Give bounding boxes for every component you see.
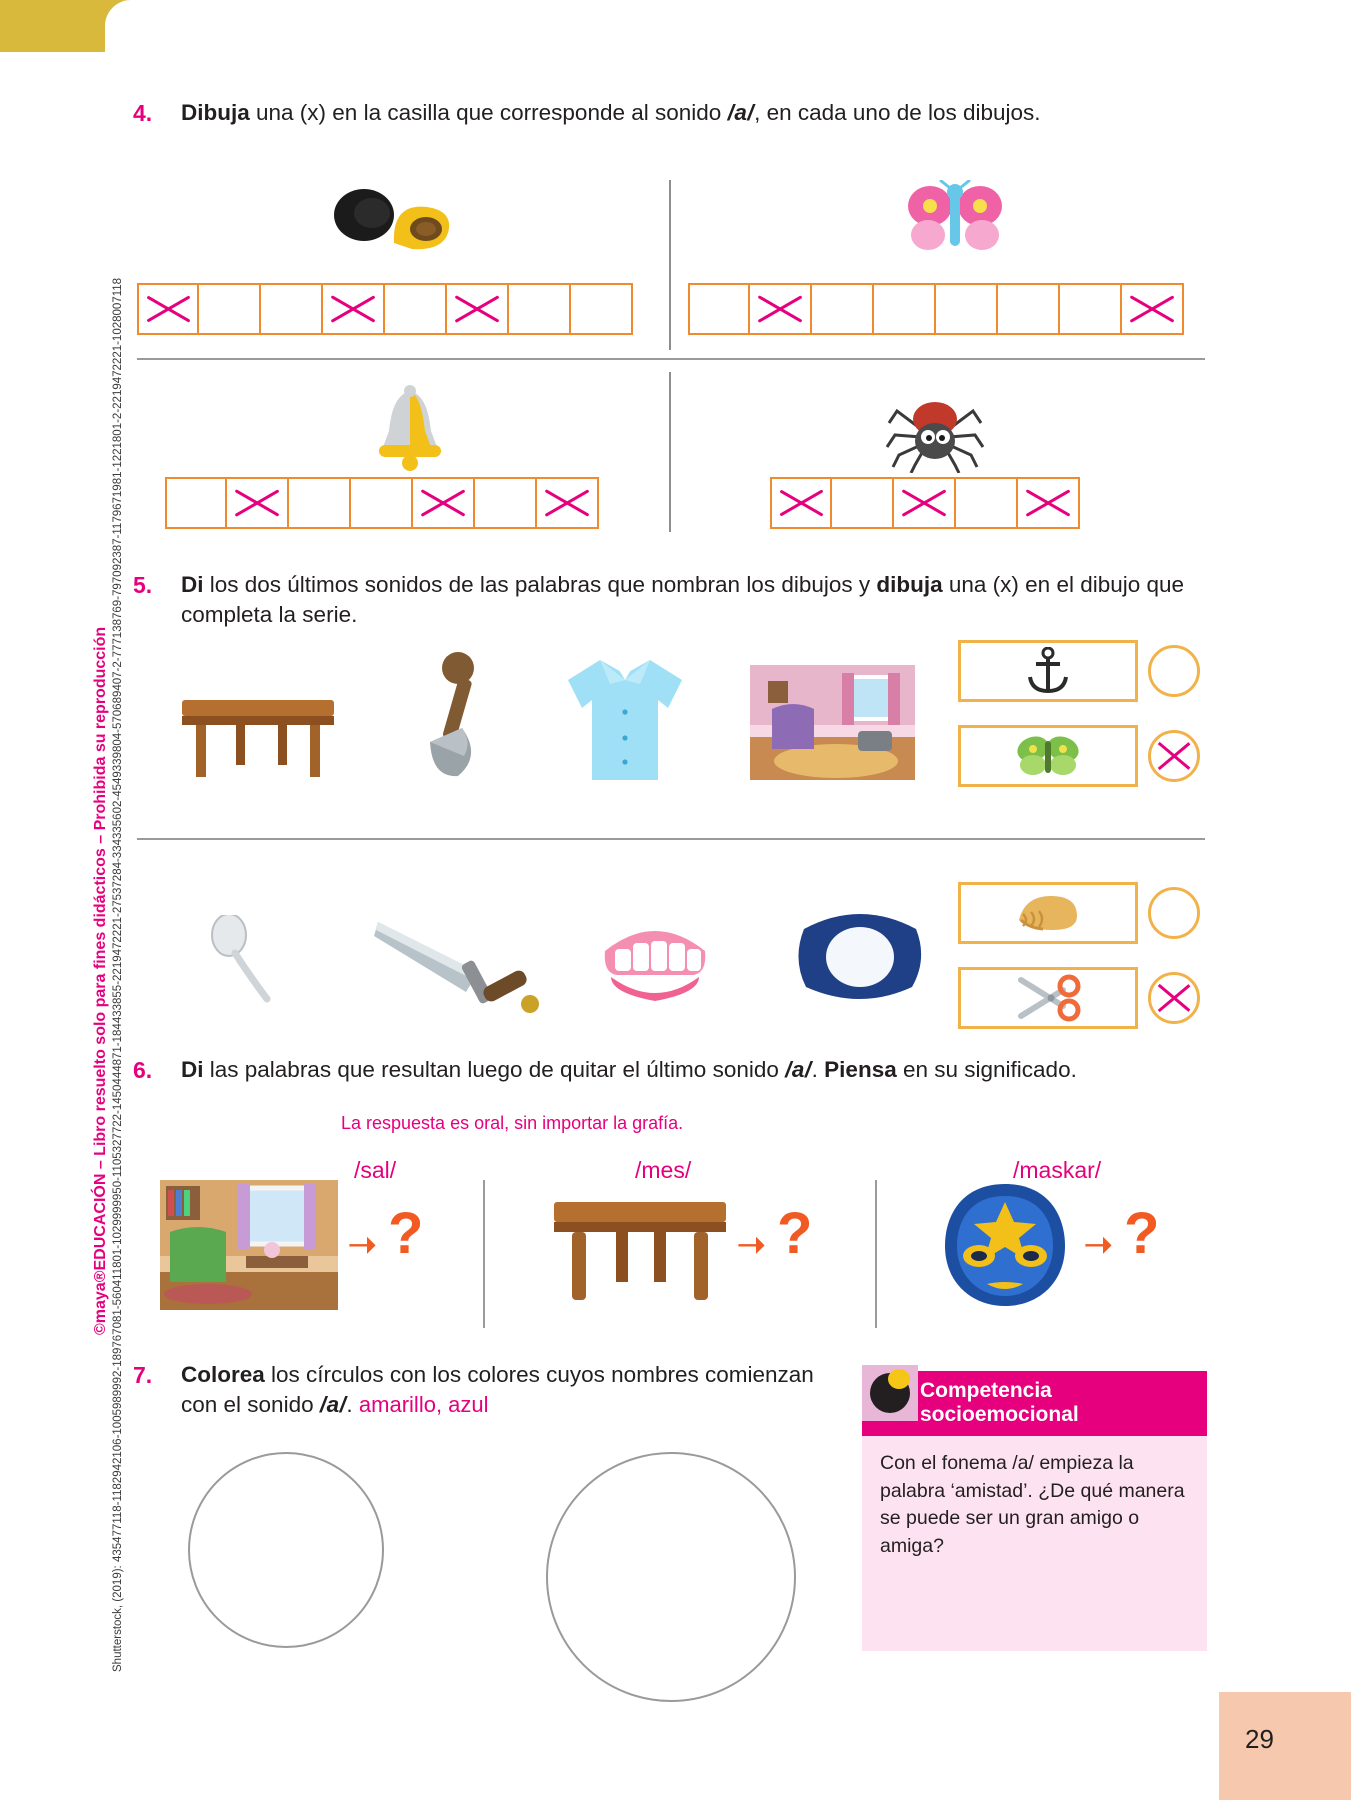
ex6-divider-2 bbox=[875, 1180, 877, 1328]
shutterstock-credit: Shutterstock, (2019): 435477118-1182942106-1005989992-189767081-560411801-1029999950-1105327722-1450444871-184433855-2219472221-27537284-334335602-4549339804-570689407-2-777138769-797092387-1179671981-1221801-2-2219472221-1028007118 bbox=[112, 277, 124, 1672]
pala-icon bbox=[400, 650, 510, 790]
ex6-mid-1: las palabras que resultan luego de quitar el último sonido bbox=[203, 1057, 786, 1082]
ex5-row1-option-2-box[interactable] bbox=[958, 725, 1138, 787]
ex4-item-1-cell-7[interactable] bbox=[509, 283, 571, 335]
ex4-item-3-cell-7[interactable] bbox=[537, 477, 599, 529]
ex6-item-3-arrow: ➝ bbox=[1084, 1226, 1113, 1264]
page-number-background bbox=[1219, 1692, 1351, 1800]
ex4-item-3-cell-5[interactable] bbox=[413, 477, 475, 529]
ex6-item-3-label: /maskar/ bbox=[1013, 1157, 1102, 1183]
ex4-item-3-cell-6[interactable] bbox=[475, 477, 537, 529]
ex4-item-1-boxrow[interactable] bbox=[137, 283, 633, 335]
ex6-oral-note: La respuesta es oral, sin importar la grafía. bbox=[341, 1113, 684, 1133]
ex7-mid: los círculos con los colores cuyos nombres comienzan con el sonido bbox=[181, 1362, 814, 1417]
ex4-phoneme: /a/ bbox=[727, 100, 755, 125]
exercise-5-instruction bbox=[181, 570, 1191, 629]
exercise-7-instruction bbox=[181, 1360, 841, 1419]
mariposa-icon bbox=[900, 180, 1010, 258]
ex4-item-2-cell-4[interactable] bbox=[874, 283, 936, 335]
exercise-4-number: 4. bbox=[133, 100, 153, 126]
ex4-item-4-cell-3[interactable] bbox=[894, 477, 956, 529]
exercise-4-instruction bbox=[181, 98, 1191, 128]
top-bar-rounded-mask bbox=[105, 0, 1351, 90]
arana-icon bbox=[885, 383, 985, 473]
ex5-bold-1: Di bbox=[181, 572, 204, 597]
ex5-row2-option-2-circle[interactable] bbox=[1148, 972, 1200, 1024]
ex4-text-2: , en cada uno de los dibujos. bbox=[754, 100, 1041, 125]
tijeras-icon bbox=[1011, 974, 1085, 1022]
ex4-item-2-cell-3[interactable] bbox=[812, 283, 874, 335]
ex4-item-3-cell-3[interactable] bbox=[289, 477, 351, 529]
ex4-vertical-divider-bottom bbox=[669, 372, 671, 532]
ex6-phoneme: /a/ bbox=[785, 1057, 812, 1082]
ex6-item-2-label: /mes/ bbox=[635, 1157, 692, 1183]
ex6-item-1-arrow: ➝ bbox=[348, 1226, 377, 1264]
ex4-item-4-boxrow[interactable] bbox=[770, 477, 1080, 529]
mariposa-verde-icon bbox=[1013, 733, 1083, 779]
empanada-icon bbox=[1013, 890, 1083, 936]
mesa-icon bbox=[550, 1190, 730, 1310]
competencia-avatar-icon bbox=[862, 1365, 918, 1421]
ex6-item-2-arrow: ➝ bbox=[737, 1226, 766, 1264]
ex4-item-1-cell-5[interactable] bbox=[385, 283, 447, 335]
cuchara-icon bbox=[205, 915, 285, 1005]
ex5-horizontal-divider bbox=[137, 838, 1205, 840]
ex4-item-3-cell-4[interactable] bbox=[351, 477, 413, 529]
maya-educacion-credit: ©maya®EDUCACIÓN – Libro resuelto solo para fines didácticos – Prohibida su reproducción bbox=[92, 626, 109, 1335]
ex5-row1-option-1-box[interactable] bbox=[958, 640, 1138, 702]
campana-icon bbox=[365, 385, 455, 475]
exercise-6-instruction bbox=[181, 1055, 1211, 1085]
ex6-item-1-answer: ? bbox=[388, 1201, 424, 1266]
ex4-item-3-cell-2[interactable] bbox=[227, 477, 289, 529]
ex4-item-2-cell-2[interactable] bbox=[750, 283, 812, 335]
ex4-item-1-cell-6[interactable] bbox=[447, 283, 509, 335]
ex6-item-1-label: /sal/ bbox=[354, 1157, 397, 1183]
ex7-end: . bbox=[346, 1391, 353, 1417]
espada-icon bbox=[370, 900, 540, 1020]
ex5-end: una (x) en el dibujo que completa la serie. bbox=[181, 572, 1185, 627]
ex4-item-2-cell-8[interactable] bbox=[1122, 283, 1184, 335]
ex4-item-1-cell-1[interactable] bbox=[137, 283, 199, 335]
ex6-item-2-answer: ? bbox=[777, 1201, 813, 1266]
ex4-bold-verb: Dibuja bbox=[181, 100, 250, 125]
ex4-item-2-cell-7[interactable] bbox=[1060, 283, 1122, 335]
ex4-item-4-cell-1[interactable] bbox=[770, 477, 832, 529]
ex4-item-3-cell-1[interactable] bbox=[165, 477, 227, 529]
ex5-row2-option-1-box[interactable] bbox=[958, 882, 1138, 944]
ex4-item-3-boxrow[interactable] bbox=[165, 477, 599, 529]
ex5-bold-2: dibuja bbox=[876, 572, 943, 597]
ex6-item-3-answer: ? bbox=[1124, 1201, 1160, 1266]
competencia-body-text: Con el fonema /a/ empieza la palabra ‘amistad’. ¿De qué manera se puede ser un gran amigo o amiga? bbox=[862, 1436, 1207, 1651]
ex4-item-2-cell-5[interactable] bbox=[936, 283, 998, 335]
page-number: 29 bbox=[1245, 1724, 1274, 1754]
sala-icon bbox=[160, 1180, 338, 1310]
ex7-circle-2[interactable] bbox=[546, 1452, 796, 1702]
ex4-item-2-cell-6[interactable] bbox=[998, 283, 1060, 335]
ex4-item-4-cell-2[interactable] bbox=[832, 477, 894, 529]
competencia-socioemocional-box bbox=[862, 1371, 1207, 1651]
ex7-phoneme: /a/ bbox=[319, 1391, 347, 1417]
ex6-mid-2: . bbox=[811, 1057, 825, 1082]
ex4-item-2-cell-1[interactable] bbox=[688, 283, 750, 335]
aguacate-icon bbox=[322, 185, 462, 255]
ex6-bold-1: Di bbox=[181, 1057, 204, 1082]
ex5-row1-option-1-circle[interactable] bbox=[1148, 645, 1200, 697]
mascara-icon bbox=[935, 1180, 1075, 1310]
exercise-5-number: 5. bbox=[133, 572, 153, 598]
camisa-icon bbox=[560, 650, 690, 790]
exercise-7-number: 7. bbox=[133, 1362, 153, 1388]
ancla-icon bbox=[1026, 647, 1070, 695]
ex6-end: en su significado. bbox=[896, 1057, 1077, 1082]
ex4-item-1-cell-4[interactable] bbox=[323, 283, 385, 335]
ex7-circle-1[interactable] bbox=[188, 1452, 384, 1648]
competencia-title-line1: Competencia bbox=[920, 1379, 1052, 1402]
sala-icon bbox=[750, 665, 915, 780]
ex5-row1-option-2-circle[interactable] bbox=[1148, 730, 1200, 782]
ex4-vertical-divider-top bbox=[669, 180, 671, 350]
almohada-icon bbox=[790, 905, 930, 1010]
ex4-item-1-cell-3[interactable] bbox=[261, 283, 323, 335]
ex4-horizontal-divider bbox=[137, 358, 1205, 360]
ex5-row2-option-1-circle[interactable] bbox=[1148, 887, 1200, 939]
ex4-item-1-cell-2[interactable] bbox=[199, 283, 261, 335]
ex4-item-4-cell-5[interactable] bbox=[1018, 477, 1080, 529]
competencia-title-line2: socioemocional bbox=[920, 1402, 1079, 1426]
ex5-mid: los dos últimos sonidos de las palabras que nombran los dibujos y bbox=[203, 572, 877, 597]
exercise-6-number: 6. bbox=[133, 1057, 153, 1083]
ex6-bold-2: Piensa bbox=[824, 1057, 897, 1082]
ex7-answer: amarillo, azul bbox=[358, 1391, 489, 1417]
ex4-item-2-boxrow[interactable] bbox=[688, 283, 1184, 335]
ex7-bold: Colorea bbox=[181, 1362, 265, 1387]
ex4-text-1: una (x) en la casilla que corresponde al sonido bbox=[249, 100, 728, 125]
ex4-item-1-cell-8[interactable] bbox=[571, 283, 633, 335]
ex4-item-4-cell-4[interactable] bbox=[956, 477, 1018, 529]
dentadura-icon bbox=[595, 915, 715, 1005]
mesa-icon bbox=[178, 690, 338, 785]
ex5-row2-option-2-box[interactable] bbox=[958, 967, 1138, 1029]
ex6-divider-1 bbox=[483, 1180, 485, 1328]
